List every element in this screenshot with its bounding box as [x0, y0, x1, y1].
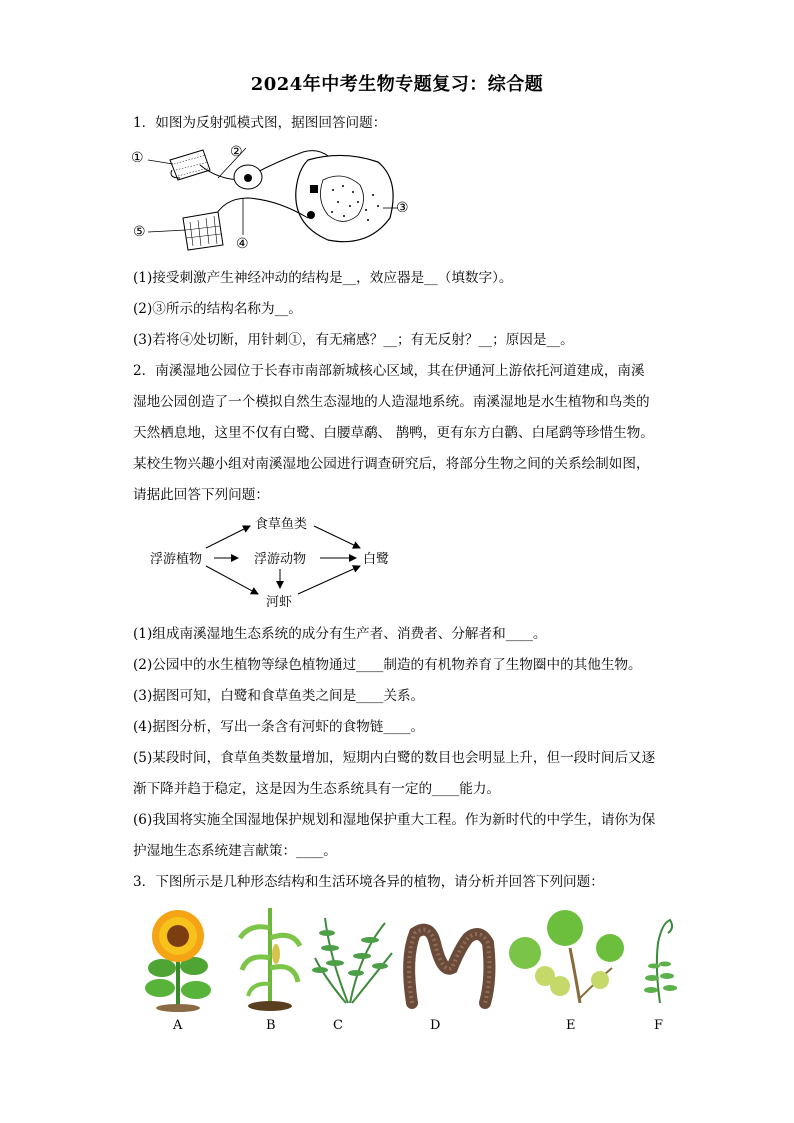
web-plankton-plant: 浮游植物: [149, 552, 203, 567]
web-fish: 食草鱼类: [254, 517, 308, 532]
plants-figure: [130, 898, 690, 1018]
q2-sub5-line1: (5)某段时间，食草鱼类数量增加，短期内白鹭的数目也会明显上升，但一段时间后又逐: [133, 750, 656, 766]
label-3: ③: [396, 200, 409, 216]
plant-label-a: A: [173, 1018, 183, 1033]
q2-sub6-line1: (6)我国将实施全国湿地保护规划和湿地保护重大工程。作为新时代的中学生，请你为保: [133, 812, 656, 828]
q2-para-5: 请据此回答下列问题：: [133, 487, 269, 503]
q1-sub2: (2)③所示的结构名称为__。: [133, 301, 302, 317]
plant-label-c: C: [333, 1018, 343, 1033]
q1-sub1: (1)接受刺激产生神经冲动的结构是__，效应器是__（填数字）。: [133, 270, 513, 286]
web-plankton-animal: 浮游动物: [253, 552, 307, 567]
sunflower-icon: [145, 910, 211, 1012]
q2-sub2: (2)公园中的水生植物等绿色植物通过____制造的有机物养育了生物圈中的其他生物。: [133, 657, 642, 673]
q2-sub1: (1)组成南溪湿地生态系统的成分有生产者、消费者、分解者和____。: [133, 626, 547, 642]
q2-sub5-line2: 渐下降并趋于稳定，这是因为生态系统具有一定的____能力。: [133, 781, 501, 797]
q2-para-3: 天然栖息地，这里不仅有白鹭、白腰草鹬、 鹊鸭，更有东方白鹳、白尾鹞等珍惜生物。: [133, 425, 654, 441]
web-egret: 白鹭: [362, 552, 390, 567]
q2-para-4: 某校生物兴趣小组对南溪湿地公园进行调查研究后，将部分生物之间的关系绘制如图，: [133, 456, 650, 472]
q2-para-1: 2．南溪湿地公园位于长春市南部新城核心区域，其在伊通河上游依托河道建成，南溪: [133, 363, 645, 379]
q1-sub3: (3)若将④处切断，用针刺①，有无痛感？__；有无反射？__；原因是__。: [133, 332, 574, 348]
q3-stem: 3．下图所示是几种形态结构和生活环境各异的植物，请分析并回答下列问题：: [133, 874, 604, 890]
q1-stem: 1．如图为反射弧模式图，据图回答问题：: [133, 115, 387, 131]
fern-icon: [312, 918, 392, 1003]
label-1: ①: [131, 150, 144, 166]
plant-label-f: F: [654, 1018, 664, 1033]
q2-sub4: (4)据图分析，写出一条含有河虾的食物链____。: [133, 719, 425, 735]
moss-icon: [644, 920, 677, 1003]
q2-sub6-line2: 护湿地生态系统建言献策：____。: [133, 843, 337, 859]
effector-muscle-icon: [183, 212, 223, 250]
receptor-skin-icon: [170, 150, 210, 180]
corn-plant-icon: [240, 908, 300, 1011]
ginkgo-icon: [509, 910, 624, 1003]
plant-label-e: E: [566, 1018, 576, 1033]
q2-sub3: (3)据图可知，白鹭和食草鱼类之间是____关系。: [133, 688, 425, 704]
page-title: 2024年中考生物专题复习：综合题: [250, 74, 544, 95]
label-2: ②: [230, 144, 243, 160]
reflex-arc-diagram: [128, 140, 418, 255]
plant-label-b: B: [266, 1018, 276, 1033]
web-shrimp: 河虾: [265, 595, 293, 610]
spinal-cord-icon: [296, 155, 393, 241]
food-web-diagram: [138, 512, 398, 612]
plant-label-d: D: [430, 1018, 441, 1033]
label-4: ④: [236, 236, 249, 252]
q2-para-2: 湿地公园创造了一个模拟自然生态湿地的人造湿地系统。南溪湿地是水生植物和鸟类的: [133, 394, 650, 410]
kelp-icon: [409, 930, 489, 1003]
label-5: ⑤: [133, 224, 146, 240]
